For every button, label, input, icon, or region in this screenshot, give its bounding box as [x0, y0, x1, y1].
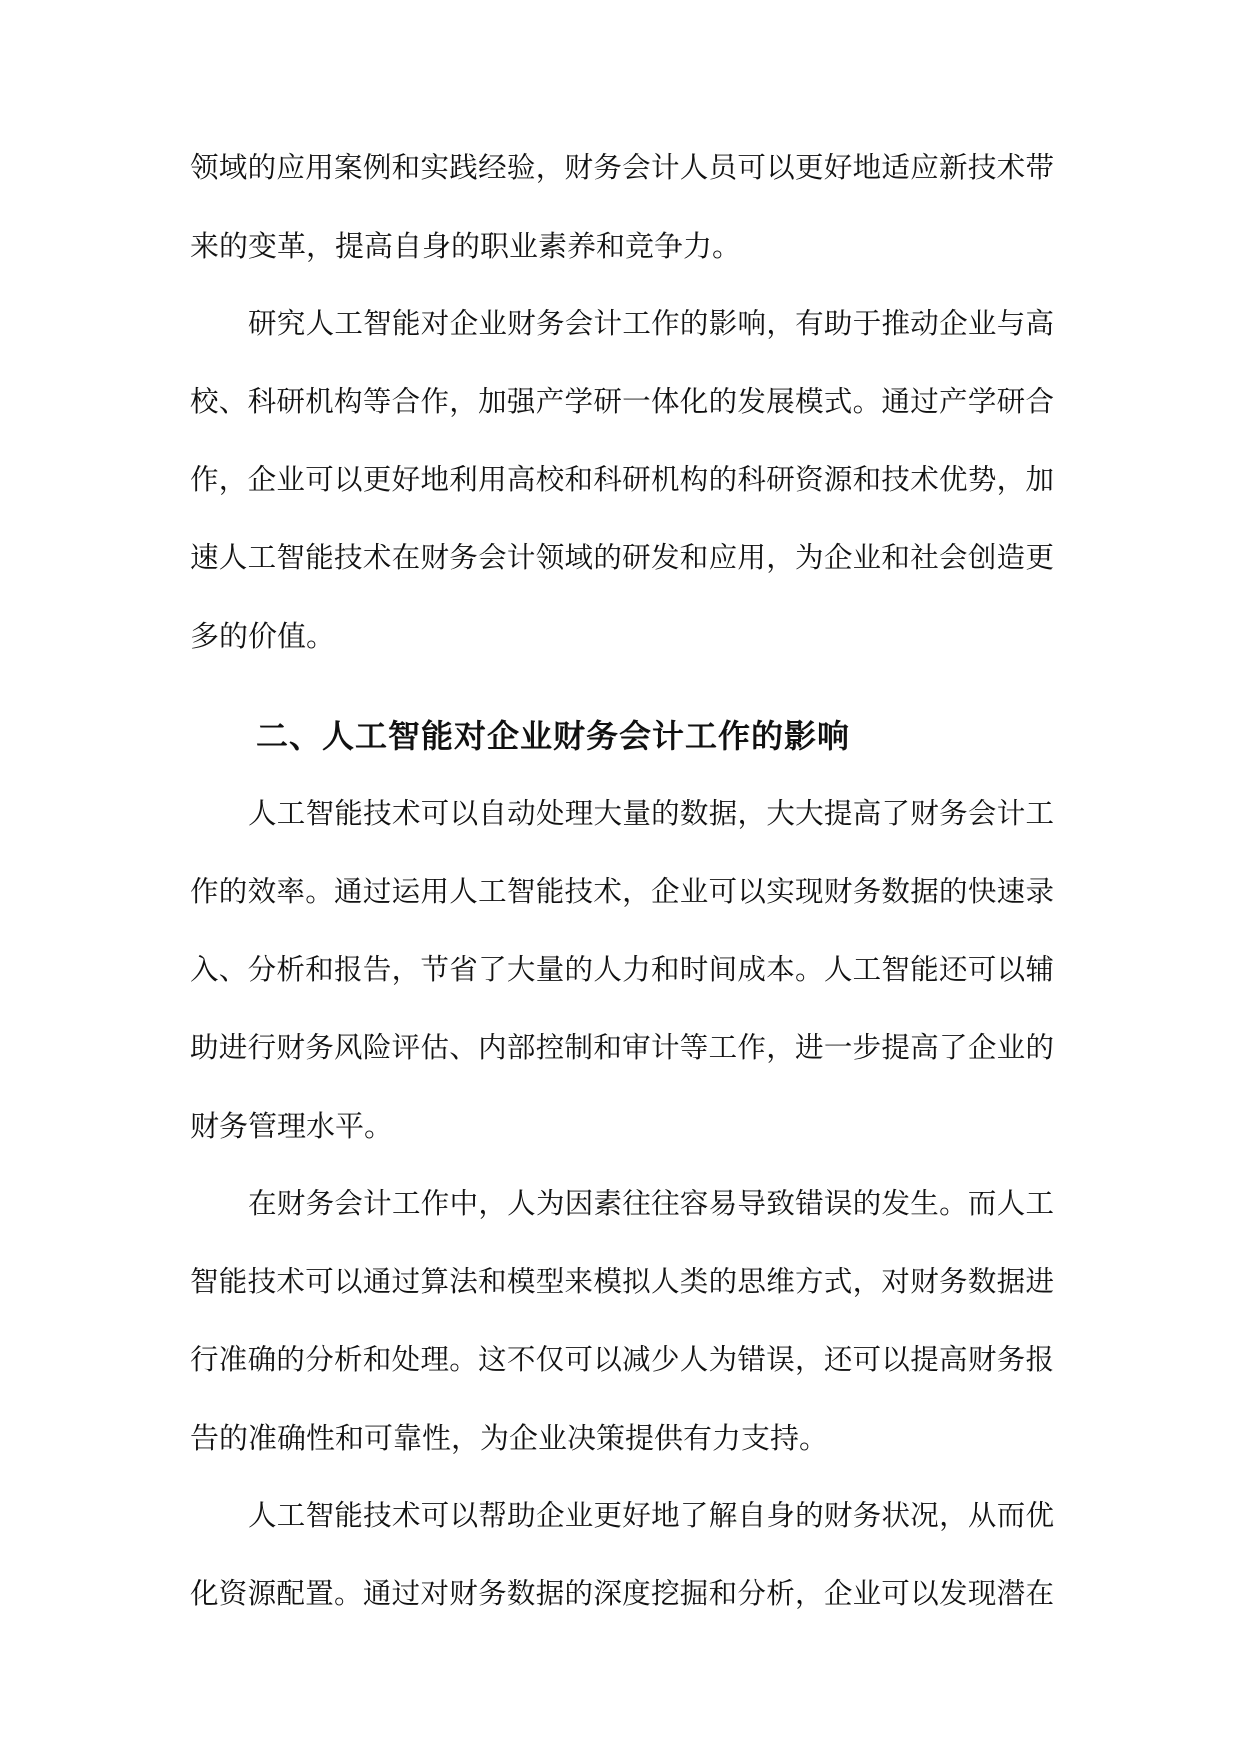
paragraph-line: 作，企业可以更好地利用高校和科研机构的科研资源和技术优势，加 [190, 463, 1054, 496]
paragraph-line: 财务管理水平。 [190, 1109, 394, 1143]
paragraph-line: 校、科研机构等合作，加强产学研一体化的发展模式。通过产学研合 [190, 385, 1054, 418]
paragraph-line: 入、分析和报告，节省了大量的人力和时间成本。人工智能还可以辅 [190, 953, 1054, 986]
paragraph-line: 智能技术可以通过算法和模型来模拟人类的思维方式，对财务数据进 [190, 1265, 1054, 1298]
section-heading: 二、人工智能对企业财务会计工作的影响 [256, 717, 851, 755]
paragraph-line: 化资源配置。通过对财务数据的深度挖掘和分析，企业可以发现潜在 [190, 1577, 1054, 1610]
paragraph-line: 研究人工智能对企业财务会计工作的影响，有助于推动企业与高 [248, 307, 1054, 340]
paragraph-line: 行准确的分析和处理。这不仅可以减少人为错误，还可以提高财务报 [190, 1343, 1054, 1376]
paragraph-line: 多的价值。 [190, 619, 336, 653]
paragraph-line: 来的变革，提高自身的职业素养和竞争力。 [190, 229, 742, 263]
paragraph-line: 速人工智能技术在财务会计领域的研发和应用，为企业和社会创造更 [190, 541, 1054, 574]
paragraph-line: 人工智能技术可以帮助企业更好地了解自身的财务状况，从而优 [248, 1499, 1054, 1532]
paragraph-line: 领域的应用案例和实践经验，财务会计人员可以更好地适应新技术带 [190, 151, 1054, 184]
paragraph-line: 作的效率。通过运用人工智能技术，企业可以实现财务数据的快速录 [190, 875, 1054, 908]
paragraph-line: 告的准确性和可靠性，为企业决策提供有力支持。 [190, 1421, 829, 1455]
paragraph-line: 在财务会计工作中，人为因素往往容易导致错误的发生。而人工 [248, 1187, 1054, 1220]
paragraph-line: 人工智能技术可以自动处理大量的数据，大大提高了财务会计工 [248, 797, 1054, 830]
paragraph-line: 助进行财务风险评估、内部控制和审计等工作，进一步提高了企业的 [190, 1031, 1054, 1064]
